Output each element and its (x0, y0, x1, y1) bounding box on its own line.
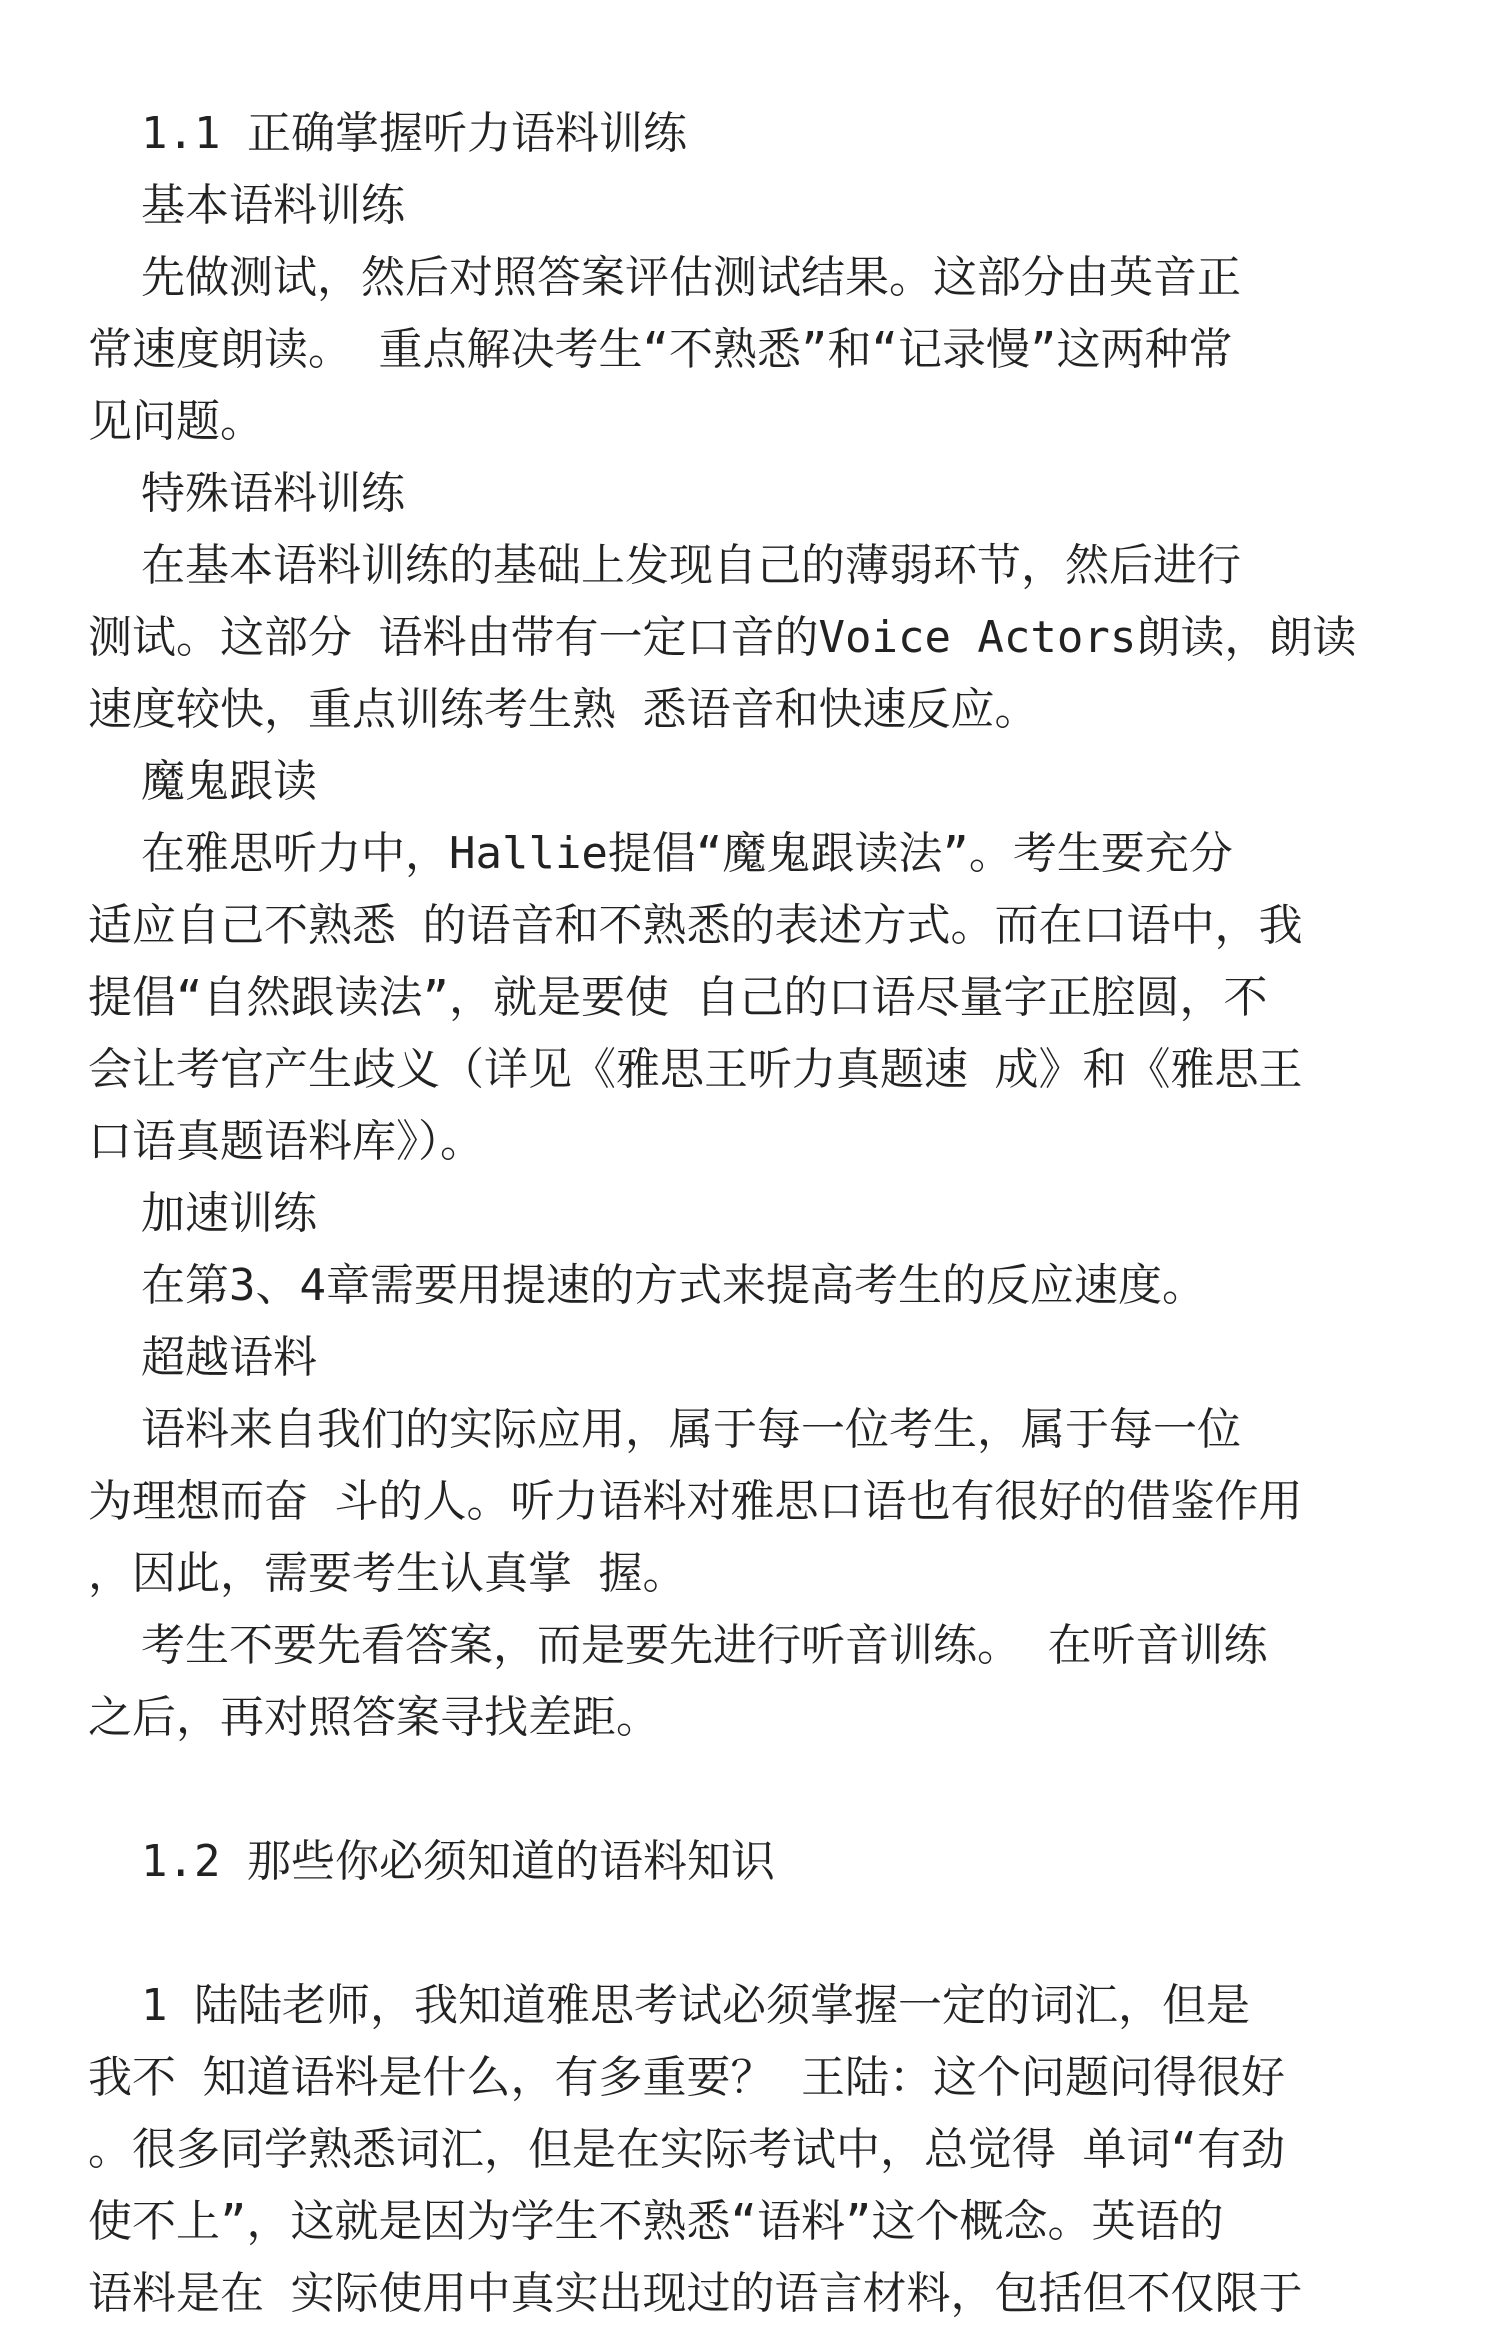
paragraph-line: 。很多同学熟悉词汇，但是在实际考试中，总觉得 单词“有劲 (88, 2124, 1285, 2175)
subsection-heading: 魔鬼跟读 (88, 756, 317, 807)
blank-line (88, 1898, 1408, 1970)
paragraph-line: 提倡“自然跟读法”，就是要使 自己的口语尽量字正腔圆，不 (88, 972, 1268, 1023)
section-heading: 1.1 正确掌握听力语料训练 (88, 108, 687, 159)
paragraph-line: 在基本语料训练的基础上发现自己的薄弱环节，然后进行 (88, 540, 1241, 591)
paragraph-line: 语料来自我们的实际应用，属于每一位考生，属于每一位 (88, 1404, 1241, 1455)
paragraph-line: 为理想而奋 斗的人。听力语料对雅思口语也有很好的借鉴作用 (88, 1476, 1303, 1527)
paragraph-line: 见问题。 (88, 396, 264, 447)
paragraph-line: 我不 知道语料是什么，有多重要？ 王陆：这个问题问得很好 (88, 2052, 1285, 2103)
paragraph-line: 常速度朗读。 重点解决考生“不熟悉”和“记录慢”这两种常 (88, 324, 1233, 375)
subsection-heading: 加速训练 (88, 1188, 317, 1239)
paragraph-line: 使不上”，这就是因为学生不熟悉“语料”这个概念。英语的 (88, 2196, 1224, 2247)
paragraph-line: 先做测试，然后对照答案评估测试结果。这部分由英音正 (88, 252, 1241, 303)
subsection-heading: 超越语料 (88, 1332, 317, 1383)
paragraph-line: 适应自己不熟悉 的语音和不熟悉的表述方式。而在口语中，我 (88, 900, 1303, 951)
blank-line (88, 1754, 1408, 1826)
paragraph-line: 在雅思听力中，Hallie提倡“魔鬼跟读法”。考生要充分 (88, 828, 1233, 879)
document-body (88, 98, 1408, 2330)
paragraph-line: 考生不要先看答案，而是要先进行听音训练。 在听音训练 (88, 1620, 1268, 1671)
paragraph-line: 速度较快，重点训练考生熟 悉语音和快速反应。 (88, 684, 1039, 735)
paragraph-line: 1 陆陆老师，我知道雅思考试必须掌握一定的词汇，但是 (88, 1980, 1250, 2031)
paragraph-line: 在第3、4章需要用提速的方式来提高考生的反应速度。 (88, 1260, 1206, 1311)
subsection-heading: 基本语料训练 (88, 180, 405, 231)
paragraph-line: 口语真题语料库》）。 (88, 1116, 484, 1167)
paragraph-line: ，因此，需要考生认真掌 握。 (88, 1548, 687, 1599)
paragraph-line: 测试。这部分 语料由带有一定口音的Voice Actors朗读，朗读 (88, 612, 1357, 663)
paragraph-line: 之后，再对照答案寻找差距。 (88, 1692, 660, 1743)
subsection-heading: 特殊语料训练 (88, 468, 405, 519)
section-heading: 1.2 那些你必须知道的语料知识 (88, 1836, 775, 1887)
paragraph-line: 会让考官产生歧义（详见《雅思王听力真题速 成》和《雅思王 (88, 1044, 1303, 1095)
paragraph-line: 语料是在 实际使用中真实出现过的语言材料，包括但不仅限于 (88, 2268, 1303, 2319)
